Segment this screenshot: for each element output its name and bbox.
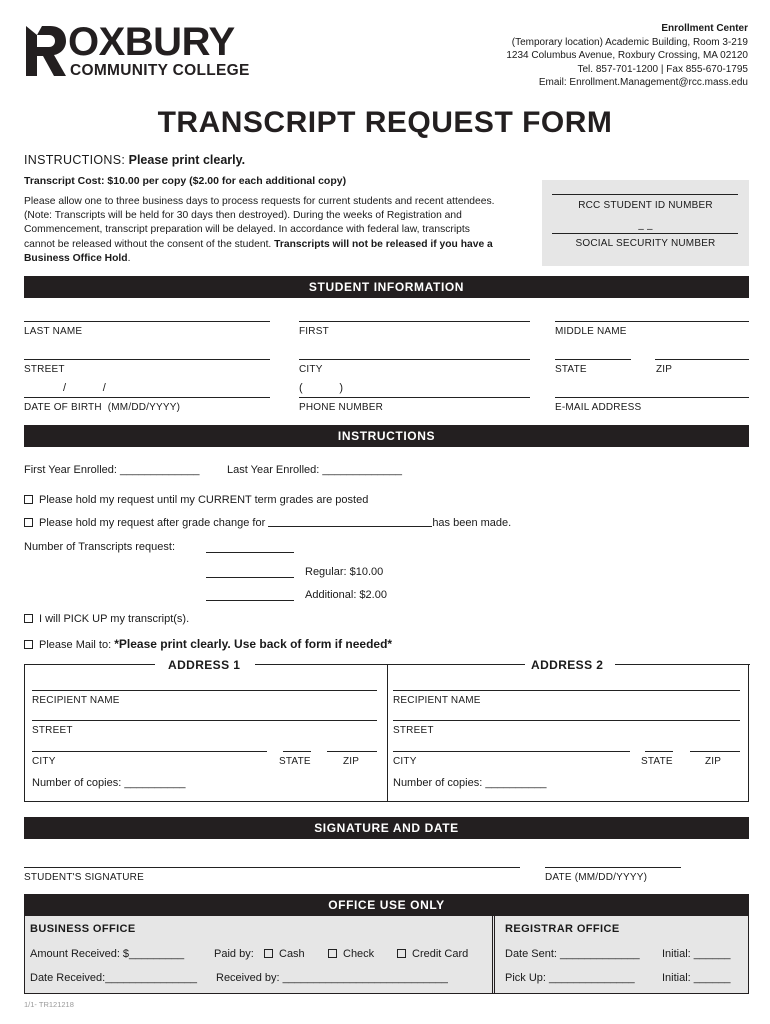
- address-top-edge: [255, 664, 525, 665]
- roxbury-r-icon: [24, 24, 68, 78]
- pick-up[interactable]: Pick Up: ______________: [505, 972, 635, 984]
- instructions-header: INSTRUCTIONS: [24, 425, 749, 447]
- check-option[interactable]: [328, 948, 374, 960]
- para-line: Please allow one to three business days to process requests for current students and recent attendees.: [24, 196, 495, 207]
- logo-subtitle: COMMUNITY COLLEGE: [70, 62, 250, 79]
- addr1-city-label: CITY: [32, 756, 56, 767]
- signature-date-label: DATE (MM/DD/YYYY): [545, 872, 648, 883]
- amount-received[interactable]: Amount Received: $_________: [30, 948, 185, 960]
- signature-header: SIGNATURE AND DATE: [24, 817, 749, 839]
- address1-heading: ADDRESS 1: [168, 658, 241, 672]
- state-label: STATE: [555, 364, 587, 375]
- ssn-dashes: – –: [638, 224, 653, 235]
- phone-field[interactable]: [299, 397, 530, 398]
- para-bold-segment: Transcripts will not be released if you have a: [274, 238, 493, 250]
- city-field[interactable]: [299, 359, 530, 360]
- checkbox-icon[interactable]: [24, 640, 33, 649]
- city-label: CITY: [299, 364, 323, 375]
- phone-parens: ( ): [299, 382, 343, 394]
- first-year-enrolled[interactable]: First Year Enrolled: _____________: [24, 464, 200, 476]
- ssn-label: SOCIAL SECURITY NUMBER: [575, 238, 716, 249]
- contact-info: [506, 22, 748, 90]
- addr1-zip-field[interactable]: [327, 751, 377, 752]
- id-box: [542, 180, 749, 266]
- addr1-recipient-field[interactable]: [32, 690, 377, 691]
- zip-label: ZIP: [656, 364, 673, 375]
- para-line: [24, 252, 544, 266]
- addr2-recipient-field[interactable]: [393, 690, 740, 691]
- addr1-recipient-label: RECIPIENT NAME: [32, 695, 120, 706]
- college-logo: [24, 22, 254, 82]
- paid-by-label: Paid by:: [214, 948, 254, 960]
- dob-field[interactable]: [24, 397, 270, 398]
- middle-name-label: MIDDLE NAME: [555, 326, 627, 337]
- address-top-edge: [615, 664, 750, 665]
- address2-heading: ADDRESS 2: [531, 658, 604, 672]
- cash-label: Cash: [279, 948, 305, 960]
- para-segment: cannot be released without the consent of the student.: [24, 238, 272, 250]
- business-office-hold: Business Office Hold: [24, 252, 128, 264]
- last-name-field[interactable]: [24, 321, 270, 322]
- contact-title: Enrollment Center: [661, 23, 748, 34]
- pickup-option[interactable]: [24, 613, 189, 625]
- addr1-street-field[interactable]: [32, 720, 377, 721]
- regular-label: Regular: $10.00: [305, 566, 384, 578]
- last-year-enrolled[interactable]: Last Year Enrolled: _____________: [227, 464, 402, 476]
- hold-grade-label-end: has been made.: [432, 517, 512, 529]
- student-signature-label: STUDENT'S SIGNATURE: [24, 872, 144, 883]
- student-info-header: STUDENT INFORMATION: [24, 276, 749, 298]
- registrar-office-heading: REGISTRAR OFFICE: [505, 923, 620, 935]
- signature-date-field[interactable]: [545, 867, 681, 868]
- office-divider-inner: [494, 916, 495, 994]
- credit-card-label: Credit Card: [412, 948, 469, 960]
- phone-label: PHONE NUMBER: [299, 402, 384, 413]
- contact-line: Tel. 857-701-1200 | Fax 855-670-1795: [577, 63, 748, 75]
- date-sent[interactable]: Date Sent: _____________: [505, 948, 640, 960]
- addr1-zip-label: ZIP: [343, 756, 360, 767]
- ssn-field[interactable]: [552, 233, 738, 234]
- student-id-field[interactable]: [552, 194, 738, 195]
- address-divider: [387, 664, 388, 802]
- pickup-label: I will PICK UP my transcript(s).: [39, 613, 190, 625]
- middle-name-field[interactable]: [555, 321, 749, 322]
- street-field[interactable]: [24, 359, 270, 360]
- addr1-copies[interactable]: Number of copies: __________: [32, 777, 186, 789]
- addr1-city-field[interactable]: [32, 751, 267, 752]
- initial-pickup[interactable]: Initial: ______: [662, 972, 731, 984]
- instructions-lead-label: INSTRUCTIONS:: [24, 153, 126, 167]
- student-id-label: RCC STUDENT ID NUMBER: [578, 200, 713, 211]
- mail-label: Please Mail to:: [39, 639, 112, 651]
- zip-field[interactable]: [655, 359, 749, 360]
- para-line: (Note: Transcripts will be held for 30 days then destroyed). During the weeks of Registration and: [24, 210, 462, 222]
- addr2-zip-field[interactable]: [690, 751, 740, 752]
- form-title: TRANSCRIPT REQUEST FORM: [157, 106, 613, 139]
- check-label: Check: [343, 948, 375, 960]
- last-name-label: LAST NAME: [24, 326, 83, 337]
- para-line: [24, 238, 544, 252]
- transcript-cost: Transcript Cost: $10.00 per copy ($2.00 for each additional copy): [24, 175, 347, 187]
- office-divider: [492, 916, 493, 994]
- hold-grade-option[interactable]: [24, 517, 511, 529]
- instructions-lead-bold: Please print clearly.: [128, 153, 246, 167]
- initial-sent[interactable]: Initial: ______: [662, 948, 731, 960]
- addr2-street-field[interactable]: [393, 720, 740, 721]
- contact-line: (Temporary location) Academic Building, Room 3-219: [511, 36, 748, 48]
- contact-line: 1234 Columbus Avenue, Roxbury Crossing, MA 02120: [506, 50, 748, 61]
- form-code: 1/1- TR121218: [24, 1000, 74, 1009]
- first-name-label: FIRST: [299, 326, 329, 337]
- date-received[interactable]: Date Received:_______________: [30, 972, 197, 984]
- hold-current-label: Please hold my request until my CURRENT term grades are posted: [39, 494, 369, 506]
- num-transcripts-label: Number of Transcripts request:: [24, 541, 176, 553]
- mail-option[interactable]: [24, 637, 392, 651]
- logo-text: OXBURY: [68, 20, 235, 64]
- additional-label: Additional: $2.00: [305, 589, 387, 601]
- credit-card-option[interactable]: [397, 948, 468, 960]
- instructions-lead: [24, 153, 245, 167]
- para-segment: .: [127, 252, 131, 264]
- email-field[interactable]: [555, 397, 749, 398]
- address-top-edge: [25, 664, 155, 665]
- contact-line: Email: Enrollment.Management@rcc.mass.edu: [538, 77, 748, 88]
- addr2-state-label: STATE: [641, 756, 673, 767]
- course-field[interactable]: [268, 517, 432, 527]
- email-label: E-MAIL ADDRESS: [555, 402, 642, 413]
- street-label: STREET: [24, 364, 65, 375]
- office-use-header: OFFICE USE ONLY: [24, 894, 749, 916]
- student-signature-field[interactable]: [24, 867, 520, 868]
- first-name-field[interactable]: [299, 321, 530, 322]
- checkbox-icon[interactable]: [397, 949, 406, 958]
- state-field[interactable]: [555, 359, 631, 360]
- addr2-street-label: STREET: [393, 725, 434, 736]
- checkbox-icon[interactable]: [328, 949, 337, 958]
- para-line: Commencement, transcript preparation will be delayed. In accordance with federal law, transcripts: [24, 224, 470, 236]
- dob-slashes: / /: [63, 382, 106, 394]
- checkbox-icon[interactable]: [24, 518, 33, 527]
- hold-grade-label: Please hold my request after grade change for: [39, 517, 266, 529]
- addr2-city-label: CITY: [393, 756, 417, 767]
- num-transcripts-field[interactable]: [206, 552, 294, 553]
- business-office-heading: BUSINESS OFFICE: [30, 923, 136, 935]
- received-by[interactable]: Received by: ___________________________: [216, 972, 448, 984]
- additional-field[interactable]: [206, 600, 294, 601]
- addr2-recipient-label: RECIPIENT NAME: [393, 695, 481, 706]
- checkbox-icon[interactable]: [24, 614, 33, 623]
- hold-current-option[interactable]: [24, 494, 368, 506]
- cash-option[interactable]: [264, 948, 305, 960]
- mail-note: *Please print clearly. Use back of form if needed*: [114, 637, 393, 651]
- addr1-state-field[interactable]: [283, 751, 311, 752]
- dob-label: DATE OF BIRTH (MM/DD/YYYY): [24, 402, 181, 413]
- checkbox-icon[interactable]: [24, 495, 33, 504]
- addr1-state-label: STATE: [279, 756, 311, 767]
- checkbox-icon[interactable]: [264, 949, 273, 958]
- regular-field[interactable]: [206, 577, 294, 578]
- addr2-state-field[interactable]: [645, 751, 673, 752]
- addr1-street-label: STREET: [32, 725, 73, 736]
- addr2-copies[interactable]: Number of copies: __________: [393, 777, 547, 789]
- addr2-zip-label: ZIP: [705, 756, 722, 767]
- instructions-paragraph: [24, 195, 544, 266]
- addr2-city-field[interactable]: [393, 751, 630, 752]
